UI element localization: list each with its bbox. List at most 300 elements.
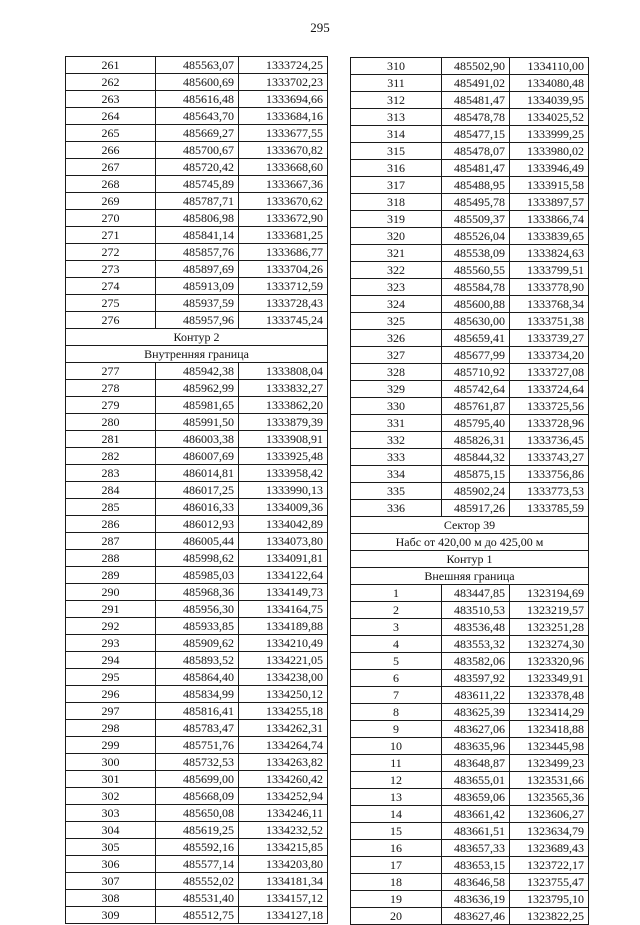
point-number-cell: 296: [66, 686, 156, 703]
point-number-cell: 309: [66, 907, 156, 924]
point-number-cell: 300: [66, 754, 156, 771]
y-coordinate-cell: 1333773,53: [510, 483, 589, 500]
y-coordinate-cell: 1333839,65: [510, 228, 589, 245]
y-coordinate-cell: 1334009,36: [239, 499, 328, 516]
x-coordinate-cell: 485552,02: [156, 873, 239, 890]
x-coordinate-cell: 485619,25: [156, 822, 239, 839]
y-coordinate-cell: 1323274,30: [510, 636, 589, 653]
point-number-cell: 272: [66, 244, 156, 261]
point-number-cell: 262: [66, 74, 156, 91]
x-coordinate-cell: 483636,19: [442, 891, 510, 908]
y-coordinate-cell: 1334110,00: [510, 58, 589, 75]
y-coordinate-cell: 1334080,48: [510, 75, 589, 92]
x-coordinate-cell: 485834,99: [156, 686, 239, 703]
point-number-cell: 270: [66, 210, 156, 227]
y-coordinate-cell: 1333745,24: [239, 312, 328, 329]
y-coordinate-cell: 1333672,90: [239, 210, 328, 227]
table-row: [351, 874, 589, 891]
x-coordinate-cell: 485531,40: [156, 890, 239, 907]
section-heading: Контур 1: [351, 551, 589, 568]
y-coordinate-cell: 1333667,36: [239, 176, 328, 193]
point-number-cell: 279: [66, 397, 156, 414]
y-coordinate-cell: 1333799,51: [510, 262, 589, 279]
y-coordinate-cell: 1323689,43: [510, 840, 589, 857]
point-number-cell: 312: [351, 92, 442, 109]
table-row: [351, 211, 589, 228]
point-number-cell: 335: [351, 483, 442, 500]
table-row: [66, 295, 328, 312]
x-coordinate-cell: 485991,50: [156, 414, 239, 431]
y-coordinate-cell: 1333866,74: [510, 211, 589, 228]
point-number-cell: 8: [351, 704, 442, 721]
y-coordinate-cell: 1333670,62: [239, 193, 328, 210]
table-row: [351, 296, 589, 313]
x-coordinate-cell: 485699,00: [156, 771, 239, 788]
y-coordinate-cell: 1333702,23: [239, 74, 328, 91]
y-coordinate-cell: 1333743,27: [510, 449, 589, 466]
point-number-cell: 9: [351, 721, 442, 738]
section-heading: Контур 2: [66, 329, 328, 346]
x-coordinate-cell: 485668,09: [156, 788, 239, 805]
y-coordinate-cell: 1334181,34: [239, 873, 328, 890]
point-number-cell: 265: [66, 125, 156, 142]
x-coordinate-cell: 485650,08: [156, 805, 239, 822]
point-number-cell: 292: [66, 618, 156, 635]
y-coordinate-cell: 1334262,31: [239, 720, 328, 737]
x-coordinate-cell: 486012,93: [156, 516, 239, 533]
point-number-cell: 283: [66, 465, 156, 482]
y-coordinate-cell: 1333879,39: [239, 414, 328, 431]
table-row: [351, 806, 589, 823]
x-coordinate-cell: 485745,89: [156, 176, 239, 193]
point-number-cell: 308: [66, 890, 156, 907]
y-coordinate-cell: 1334042,89: [239, 516, 328, 533]
x-coordinate-cell: 485659,41: [442, 330, 510, 347]
table-row: [66, 74, 328, 91]
table-row: [351, 109, 589, 126]
table-row: [351, 908, 589, 925]
point-number-cell: 328: [351, 364, 442, 381]
y-coordinate-cell: 1323349,91: [510, 670, 589, 687]
table-row: [351, 721, 589, 738]
point-number-cell: 318: [351, 194, 442, 211]
y-coordinate-cell: 1334246,11: [239, 805, 328, 822]
table-row: [66, 380, 328, 397]
x-coordinate-cell: 485488,95: [442, 177, 510, 194]
table-row: [66, 754, 328, 771]
y-coordinate-cell: 1323822,25: [510, 908, 589, 925]
point-number-cell: 302: [66, 788, 156, 805]
x-coordinate-cell: 485795,40: [442, 415, 510, 432]
x-coordinate-cell: 485875,15: [442, 466, 510, 483]
point-number-cell: 277: [66, 363, 156, 380]
table-row: [351, 619, 589, 636]
x-coordinate-cell: 486014,81: [156, 465, 239, 482]
table-row: [351, 313, 589, 330]
x-coordinate-cell: 485962,99: [156, 380, 239, 397]
y-coordinate-cell: 1333999,25: [510, 126, 589, 143]
y-coordinate-cell: 1333980,02: [510, 143, 589, 160]
y-coordinate-cell: 1333736,45: [510, 432, 589, 449]
table-row: [66, 550, 328, 567]
table-row: [66, 720, 328, 737]
point-number-cell: 327: [351, 347, 442, 364]
y-coordinate-cell: 1333832,27: [239, 380, 328, 397]
table-row: [66, 788, 328, 805]
y-coordinate-cell: 1334091,81: [239, 550, 328, 567]
point-number-cell: 17: [351, 857, 442, 874]
y-coordinate-cell: 1334264,74: [239, 737, 328, 754]
point-number-cell: 297: [66, 703, 156, 720]
section-heading-row: [351, 534, 589, 551]
y-coordinate-cell: 1333712,59: [239, 278, 328, 295]
x-coordinate-cell: 483627,46: [442, 908, 510, 925]
y-coordinate-cell: 1333724,25: [239, 57, 328, 74]
x-coordinate-cell: 485902,24: [442, 483, 510, 500]
x-coordinate-cell: 485491,02: [442, 75, 510, 92]
y-coordinate-cell: 1333728,43: [239, 295, 328, 312]
point-number-cell: 2: [351, 602, 442, 619]
table-row: [351, 364, 589, 381]
x-coordinate-cell: 485600,69: [156, 74, 239, 91]
y-coordinate-cell: 1334149,73: [239, 584, 328, 601]
coordinates-table-left: [65, 56, 328, 924]
y-coordinate-cell: 1333925,48: [239, 448, 328, 465]
table-row: [351, 432, 589, 449]
table-row: [66, 584, 328, 601]
y-coordinate-cell: 1333808,04: [239, 363, 328, 380]
x-coordinate-cell: 485495,78: [442, 194, 510, 211]
table-row: [66, 737, 328, 754]
point-number-cell: 19: [351, 891, 442, 908]
y-coordinate-cell: 1334157,12: [239, 890, 328, 907]
point-number-cell: 317: [351, 177, 442, 194]
x-coordinate-cell: 485477,15: [442, 126, 510, 143]
y-coordinate-cell: 1333734,20: [510, 347, 589, 364]
y-coordinate-cell: 1333684,16: [239, 108, 328, 125]
table-row: [351, 245, 589, 262]
point-number-cell: 293: [66, 635, 156, 652]
x-coordinate-cell: 485478,07: [442, 143, 510, 160]
y-coordinate-cell: 1333756,86: [510, 466, 589, 483]
point-number-cell: 291: [66, 601, 156, 618]
x-coordinate-cell: 485826,31: [442, 432, 510, 449]
y-coordinate-cell: 1323445,98: [510, 738, 589, 755]
x-coordinate-cell: 483661,42: [442, 806, 510, 823]
table-row: [351, 636, 589, 653]
y-coordinate-cell: 1323606,27: [510, 806, 589, 823]
x-coordinate-cell: 485816,41: [156, 703, 239, 720]
table-row: [351, 857, 589, 874]
x-coordinate-cell: 483635,96: [442, 738, 510, 755]
table-row: [66, 839, 328, 856]
point-number-cell: 306: [66, 856, 156, 873]
table-row: [351, 92, 589, 109]
point-number-cell: 1: [351, 585, 442, 602]
point-number-cell: 319: [351, 211, 442, 228]
x-coordinate-cell: 483611,22: [442, 687, 510, 704]
table-row: [351, 602, 589, 619]
x-coordinate-cell: 485761,87: [442, 398, 510, 415]
point-number-cell: 320: [351, 228, 442, 245]
table-row: [66, 601, 328, 618]
y-coordinate-cell: 1334252,94: [239, 788, 328, 805]
x-coordinate-cell: 486003,38: [156, 431, 239, 448]
point-number-cell: 15: [351, 823, 442, 840]
y-coordinate-cell: 1334260,42: [239, 771, 328, 788]
point-number-cell: 336: [351, 500, 442, 517]
point-number-cell: 321: [351, 245, 442, 262]
point-number-cell: 287: [66, 533, 156, 550]
y-coordinate-cell: 1323531,66: [510, 772, 589, 789]
x-coordinate-cell: 485478,78: [442, 109, 510, 126]
point-number-cell: 332: [351, 432, 442, 449]
y-coordinate-cell: 1323565,36: [510, 789, 589, 806]
y-coordinate-cell: 1333724,64: [510, 381, 589, 398]
x-coordinate-cell: 483510,53: [442, 602, 510, 619]
x-coordinate-cell: 483625,39: [442, 704, 510, 721]
table-row: [66, 312, 328, 329]
x-coordinate-cell: 485897,69: [156, 261, 239, 278]
y-coordinate-cell: 1333785,59: [510, 500, 589, 517]
point-number-cell: 315: [351, 143, 442, 160]
table-row: [66, 822, 328, 839]
y-coordinate-cell: 1333670,82: [239, 142, 328, 159]
y-coordinate-cell: 1333958,42: [239, 465, 328, 482]
point-number-cell: 6: [351, 670, 442, 687]
y-coordinate-cell: 1333915,58: [510, 177, 589, 194]
y-coordinate-cell: 1334122,64: [239, 567, 328, 584]
y-coordinate-cell: 1334255,18: [239, 703, 328, 720]
table-row: [351, 891, 589, 908]
table-row: [351, 126, 589, 143]
x-coordinate-cell: 483536,48: [442, 619, 510, 636]
point-number-cell: 269: [66, 193, 156, 210]
x-coordinate-cell: 485998,62: [156, 550, 239, 567]
point-number-cell: 261: [66, 57, 156, 74]
table-row: [66, 125, 328, 142]
point-number-cell: 3: [351, 619, 442, 636]
table-row: [351, 687, 589, 704]
x-coordinate-cell: 485669,27: [156, 125, 239, 142]
y-coordinate-cell: 1323634,79: [510, 823, 589, 840]
table-row: [351, 194, 589, 211]
y-coordinate-cell: 1333768,34: [510, 296, 589, 313]
x-coordinate-cell: 485957,96: [156, 312, 239, 329]
point-number-cell: 275: [66, 295, 156, 312]
x-coordinate-cell: 485502,90: [442, 58, 510, 75]
point-number-cell: 278: [66, 380, 156, 397]
point-number-cell: 294: [66, 652, 156, 669]
x-coordinate-cell: 485563,07: [156, 57, 239, 74]
table-row: [351, 772, 589, 789]
y-coordinate-cell: 1334025,52: [510, 109, 589, 126]
table-row: [66, 482, 328, 499]
x-coordinate-cell: 483627,06: [442, 721, 510, 738]
x-coordinate-cell: 483648,87: [442, 755, 510, 772]
x-coordinate-cell: 486005,44: [156, 533, 239, 550]
table-row: [351, 381, 589, 398]
y-coordinate-cell: 1333704,26: [239, 261, 328, 278]
table-row: [351, 58, 589, 75]
y-coordinate-cell: 1333897,57: [510, 194, 589, 211]
point-number-cell: 323: [351, 279, 442, 296]
point-number-cell: 290: [66, 584, 156, 601]
x-coordinate-cell: 485720,42: [156, 159, 239, 176]
x-coordinate-cell: 485600,88: [442, 296, 510, 313]
point-number-cell: 274: [66, 278, 156, 295]
table-row: [351, 466, 589, 483]
x-coordinate-cell: 485538,09: [442, 245, 510, 262]
point-number-cell: 264: [66, 108, 156, 125]
x-coordinate-cell: 485677,99: [442, 347, 510, 364]
x-coordinate-cell: 485937,59: [156, 295, 239, 312]
y-coordinate-cell: 1333946,49: [510, 160, 589, 177]
x-coordinate-cell: 485893,52: [156, 652, 239, 669]
y-coordinate-cell: 1333862,20: [239, 397, 328, 414]
x-coordinate-cell: 485592,16: [156, 839, 239, 856]
y-coordinate-cell: 1333778,90: [510, 279, 589, 296]
x-coordinate-cell: 485968,36: [156, 584, 239, 601]
table-row: [351, 330, 589, 347]
point-number-cell: 314: [351, 126, 442, 143]
y-coordinate-cell: 1323251,28: [510, 619, 589, 636]
table-row: [351, 143, 589, 160]
point-number-cell: 295: [66, 669, 156, 686]
table-row: [66, 210, 328, 227]
y-coordinate-cell: 1333728,96: [510, 415, 589, 432]
x-coordinate-cell: 485616,48: [156, 91, 239, 108]
y-coordinate-cell: 1333751,38: [510, 313, 589, 330]
point-number-cell: 282: [66, 448, 156, 465]
y-coordinate-cell: 1333727,08: [510, 364, 589, 381]
table-row: [66, 635, 328, 652]
table-row: [66, 533, 328, 550]
y-coordinate-cell: 1323320,96: [510, 653, 589, 670]
section-heading: Сектор 39: [351, 517, 589, 534]
point-number-cell: 289: [66, 567, 156, 584]
x-coordinate-cell: 485584,78: [442, 279, 510, 296]
point-number-cell: 12: [351, 772, 442, 789]
x-coordinate-cell: 485742,64: [442, 381, 510, 398]
x-coordinate-cell: 485864,40: [156, 669, 239, 686]
x-coordinate-cell: 485985,03: [156, 567, 239, 584]
point-number-cell: 281: [66, 431, 156, 448]
y-coordinate-cell: 1334189,88: [239, 618, 328, 635]
y-coordinate-cell: 1334221,05: [239, 652, 328, 669]
point-number-cell: 273: [66, 261, 156, 278]
table-row: [66, 669, 328, 686]
y-coordinate-cell: 1334127,18: [239, 907, 328, 924]
table-row: [66, 414, 328, 431]
x-coordinate-cell: 485526,04: [442, 228, 510, 245]
table-row: [66, 805, 328, 822]
y-coordinate-cell: 1334232,52: [239, 822, 328, 839]
table-row: [66, 142, 328, 159]
x-coordinate-cell: 483597,92: [442, 670, 510, 687]
table-row: [66, 703, 328, 720]
y-coordinate-cell: 1334215,85: [239, 839, 328, 856]
table-row: [66, 448, 328, 465]
table-row: [351, 500, 589, 517]
table-row: [351, 653, 589, 670]
table-row: [351, 823, 589, 840]
section-heading: Набс от 420,00 м до 425,00 м: [351, 534, 589, 551]
point-number-cell: 7: [351, 687, 442, 704]
table-row: [66, 159, 328, 176]
point-number-cell: 5: [351, 653, 442, 670]
point-number-cell: 304: [66, 822, 156, 839]
y-coordinate-cell: 1323378,48: [510, 687, 589, 704]
y-coordinate-cell: 1323418,88: [510, 721, 589, 738]
y-coordinate-cell: 1323755,47: [510, 874, 589, 891]
point-number-cell: 324: [351, 296, 442, 313]
point-number-cell: 316: [351, 160, 442, 177]
point-number-cell: 303: [66, 805, 156, 822]
point-number-cell: 299: [66, 737, 156, 754]
y-coordinate-cell: 1333824,63: [510, 245, 589, 262]
table-row: [66, 57, 328, 74]
table-row: [351, 347, 589, 364]
table-row: [351, 840, 589, 857]
y-coordinate-cell: 1334164,75: [239, 601, 328, 618]
x-coordinate-cell: 485917,26: [442, 500, 510, 517]
table-row: [351, 738, 589, 755]
x-coordinate-cell: 483447,85: [442, 585, 510, 602]
x-coordinate-cell: 483661,51: [442, 823, 510, 840]
y-coordinate-cell: 1334263,82: [239, 754, 328, 771]
section-heading-row: [351, 551, 589, 568]
x-coordinate-cell: 485751,76: [156, 737, 239, 754]
table-row: [66, 465, 328, 482]
x-coordinate-cell: 483657,33: [442, 840, 510, 857]
point-number-cell: 301: [66, 771, 156, 788]
point-number-cell: 268: [66, 176, 156, 193]
x-coordinate-cell: 485857,76: [156, 244, 239, 261]
table-row: [66, 516, 328, 533]
page-number: 295: [310, 20, 330, 35]
y-coordinate-cell: 1323414,29: [510, 704, 589, 721]
point-number-cell: 10: [351, 738, 442, 755]
table-row: [351, 177, 589, 194]
table-row: [351, 228, 589, 245]
point-number-cell: 11: [351, 755, 442, 772]
y-coordinate-cell: 1323499,23: [510, 755, 589, 772]
x-coordinate-cell: 485509,37: [442, 211, 510, 228]
coordinates-table-right: [350, 57, 589, 925]
section-heading-row: [351, 517, 589, 534]
table-row: [66, 771, 328, 788]
table-row: [351, 279, 589, 296]
point-number-cell: 276: [66, 312, 156, 329]
x-coordinate-cell: 483582,06: [442, 653, 510, 670]
section-heading-row: [66, 346, 328, 363]
point-number-cell: 325: [351, 313, 442, 330]
y-coordinate-cell: 1333677,55: [239, 125, 328, 142]
table-row: [66, 363, 328, 380]
x-coordinate-cell: 485933,85: [156, 618, 239, 635]
x-coordinate-cell: 485783,47: [156, 720, 239, 737]
point-number-cell: 326: [351, 330, 442, 347]
table-row: [66, 686, 328, 703]
y-coordinate-cell: 1333725,56: [510, 398, 589, 415]
section-heading-row: [351, 568, 589, 585]
x-coordinate-cell: 483553,32: [442, 636, 510, 653]
table-row: [66, 261, 328, 278]
x-coordinate-cell: 485481,47: [442, 92, 510, 109]
table-row: [66, 397, 328, 414]
section-heading: Внешняя граница: [351, 568, 589, 585]
